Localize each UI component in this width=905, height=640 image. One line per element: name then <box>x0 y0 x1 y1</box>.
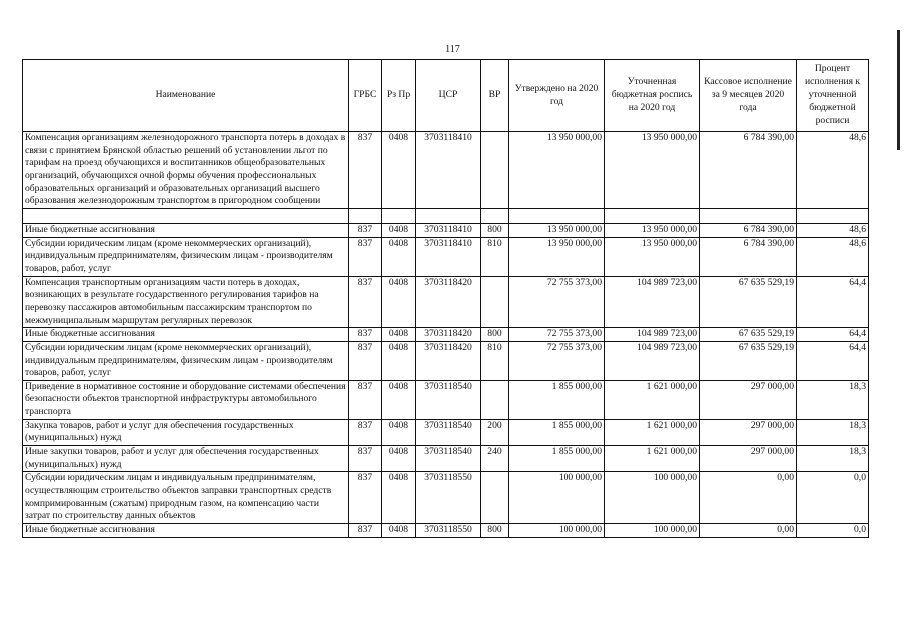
spacer-cell <box>349 208 382 223</box>
budget-table <box>22 59 869 538</box>
cell-rzpr: 0408 <box>382 328 416 342</box>
cell-name: Субсидии юридическим лицам (кроме некоммерческих организаций), индивидуальным предпринимателям, физическим лицам - производителям товаров, работ, услуг <box>23 341 349 380</box>
header-rzpr: Рз Пр <box>382 60 416 132</box>
cell-refined: 104 989 723,00 <box>605 276 700 328</box>
table-row <box>23 237 869 276</box>
table-row <box>23 446 869 472</box>
cell-percent: 0,0 <box>797 472 869 524</box>
cell-refined: 13 950 000,00 <box>605 223 700 237</box>
cell-name: Компенсация организациям железнодорожного транспорта потерь в доходах в связи с принятием Брянской областью решений об установлении льгот по тарифам на проезд обучающихся и воспитанников общеобразовательных организаций, обучающихся очной формы обучения профессиональных образовательных организаций и образовательных организаций высшего образования железнодорожным транспортом в пригородном сообщении <box>23 132 349 209</box>
cell-csr: 3703118540 <box>416 419 481 445</box>
cell-cash: 6 784 390,00 <box>700 237 797 276</box>
cell-vr <box>481 380 509 419</box>
header-row <box>23 60 869 132</box>
cell-percent: 18,3 <box>797 446 869 472</box>
cell-approved: 72 755 373,00 <box>509 328 605 342</box>
cell-grbs: 837 <box>349 223 382 237</box>
cell-rzpr: 0408 <box>382 446 416 472</box>
spacer-cell <box>605 208 700 223</box>
header-grbs: ГРБС <box>349 60 382 132</box>
cell-refined: 100 000,00 <box>605 524 700 538</box>
cell-refined: 13 950 000,00 <box>605 237 700 276</box>
cell-percent: 64,4 <box>797 341 869 380</box>
cell-name: Субсидии юридическим лицам (кроме некоммерческих организаций), индивидуальным предпринимателям, физическим лицам - производителям товаров, работ, услуг <box>23 237 349 276</box>
cell-name: Иные бюджетные ассигнования <box>23 524 349 538</box>
cell-rzpr: 0408 <box>382 472 416 524</box>
header-name: Наименование <box>23 60 349 132</box>
cell-percent: 64,4 <box>797 276 869 328</box>
scan-edge-mark <box>897 30 900 150</box>
cell-csr: 3703118410 <box>416 132 481 209</box>
cell-name: Компенсация транспортным организациям части потерь в доходах, возникающих в результате государственного регулирования тарифов на перевозку пассажиров автомобильным пассажирским транспортом по межмуниципальным маршрутам регулярных перевозок <box>23 276 349 328</box>
cell-grbs: 837 <box>349 341 382 380</box>
cell-percent: 18,3 <box>797 380 869 419</box>
cell-csr: 3703118550 <box>416 472 481 524</box>
cell-rzpr: 0408 <box>382 223 416 237</box>
cell-approved: 13 950 000,00 <box>509 237 605 276</box>
cell-name: Иные бюджетные ассигнования <box>23 223 349 237</box>
cell-percent: 48,6 <box>797 237 869 276</box>
cell-csr: 3703118550 <box>416 524 481 538</box>
cell-approved: 100 000,00 <box>509 524 605 538</box>
cell-cash: 67 635 529,19 <box>700 276 797 328</box>
cell-approved: 13 950 000,00 <box>509 132 605 209</box>
cell-csr: 3703118410 <box>416 223 481 237</box>
table-row <box>23 132 869 209</box>
cell-refined: 13 950 000,00 <box>605 132 700 209</box>
cell-vr: 810 <box>481 341 509 380</box>
cell-csr: 3703118420 <box>416 276 481 328</box>
cell-vr <box>481 472 509 524</box>
spacer-row <box>23 208 869 223</box>
cell-refined: 104 989 723,00 <box>605 341 700 380</box>
cell-csr: 3703118410 <box>416 237 481 276</box>
cell-approved: 72 755 373,00 <box>509 276 605 328</box>
table-row <box>23 276 869 328</box>
table-row <box>23 472 869 524</box>
table-row <box>23 223 869 237</box>
cell-approved: 13 950 000,00 <box>509 223 605 237</box>
cell-cash: 297 000,00 <box>700 446 797 472</box>
cell-vr: 200 <box>481 419 509 445</box>
cell-vr <box>481 132 509 209</box>
cell-cash: 67 635 529,19 <box>700 328 797 342</box>
page-number: 117 <box>445 44 460 55</box>
cell-approved: 72 755 373,00 <box>509 341 605 380</box>
cell-refined: 104 989 723,00 <box>605 328 700 342</box>
cell-approved: 1 855 000,00 <box>509 419 605 445</box>
cell-vr: 800 <box>481 223 509 237</box>
cell-rzpr: 0408 <box>382 380 416 419</box>
cell-vr: 810 <box>481 237 509 276</box>
cell-rzpr: 0408 <box>382 419 416 445</box>
cell-grbs: 837 <box>349 472 382 524</box>
table-row <box>23 524 869 538</box>
cell-csr: 3703118540 <box>416 380 481 419</box>
cell-cash: 6 784 390,00 <box>700 132 797 209</box>
cell-cash: 67 635 529,19 <box>700 341 797 380</box>
header-refined: Уточненная бюджетная роспись на 2020 год <box>605 60 700 132</box>
header-approved: Утверждено на 2020 год <box>509 60 605 132</box>
header-percent: Процент исполнения к уточненной бюджетной росписи <box>797 60 869 132</box>
cell-rzpr: 0408 <box>382 276 416 328</box>
header-vr: ВР <box>481 60 509 132</box>
cell-grbs: 837 <box>349 237 382 276</box>
header-cash: Кассовое исполнение за 9 месяцев 2020 года <box>700 60 797 132</box>
cell-cash: 0,00 <box>700 472 797 524</box>
cell-cash: 297 000,00 <box>700 380 797 419</box>
cell-name: Закупка товаров, работ и услуг для обеспечения государственных (муниципальных) нужд <box>23 419 349 445</box>
cell-csr: 3703118420 <box>416 328 481 342</box>
table-body <box>23 132 869 538</box>
cell-refined: 1 621 000,00 <box>605 446 700 472</box>
spacer-cell <box>797 208 869 223</box>
cell-approved: 1 855 000,00 <box>509 380 605 419</box>
cell-refined: 1 621 000,00 <box>605 380 700 419</box>
cell-grbs: 837 <box>349 328 382 342</box>
cell-vr: 800 <box>481 328 509 342</box>
cell-percent: 0,0 <box>797 524 869 538</box>
spacer-cell <box>509 208 605 223</box>
table-row <box>23 380 869 419</box>
cell-percent: 48,6 <box>797 132 869 209</box>
header-csr: ЦСР <box>416 60 481 132</box>
table-row <box>23 341 869 380</box>
cell-percent: 48,6 <box>797 223 869 237</box>
cell-cash: 6 784 390,00 <box>700 223 797 237</box>
cell-vr: 800 <box>481 524 509 538</box>
cell-refined: 100 000,00 <box>605 472 700 524</box>
cell-name: Субсидии юридическим лицам и индивидуальным предпринимателям, осуществляющим строительство объектов заправки транспортных средств компримированным (сжатым) природным газом, на компенсацию части затрат по строительству данных объектов <box>23 472 349 524</box>
cell-csr: 3703118540 <box>416 446 481 472</box>
cell-grbs: 837 <box>349 276 382 328</box>
spacer-cell <box>382 208 416 223</box>
cell-percent: 18,3 <box>797 419 869 445</box>
cell-cash: 297 000,00 <box>700 419 797 445</box>
cell-vr: 240 <box>481 446 509 472</box>
spacer-cell <box>700 208 797 223</box>
cell-refined: 1 621 000,00 <box>605 419 700 445</box>
cell-approved: 100 000,00 <box>509 472 605 524</box>
spacer-cell <box>416 208 481 223</box>
table-row <box>23 419 869 445</box>
cell-rzpr: 0408 <box>382 524 416 538</box>
cell-name: Приведение в нормативное состояние и оборудование системами обеспечения безопасности объектов транспортной инфраструктуры автомобильного транспорта <box>23 380 349 419</box>
cell-grbs: 837 <box>349 380 382 419</box>
cell-grbs: 837 <box>349 524 382 538</box>
cell-csr: 3703118420 <box>416 341 481 380</box>
cell-grbs: 837 <box>349 419 382 445</box>
cell-rzpr: 0408 <box>382 237 416 276</box>
cell-grbs: 837 <box>349 132 382 209</box>
cell-cash: 0,00 <box>700 524 797 538</box>
table-row <box>23 328 869 342</box>
spacer-cell <box>481 208 509 223</box>
cell-grbs: 837 <box>349 446 382 472</box>
cell-rzpr: 0408 <box>382 132 416 209</box>
cell-rzpr: 0408 <box>382 341 416 380</box>
cell-vr <box>481 276 509 328</box>
cell-approved: 1 855 000,00 <box>509 446 605 472</box>
cell-percent: 64,4 <box>797 328 869 342</box>
spacer-cell <box>23 208 349 223</box>
cell-name: Иные закупки товаров, работ и услуг для обеспечения государственных (муниципальных) нужд <box>23 446 349 472</box>
cell-name: Иные бюджетные ассигнования <box>23 328 349 342</box>
